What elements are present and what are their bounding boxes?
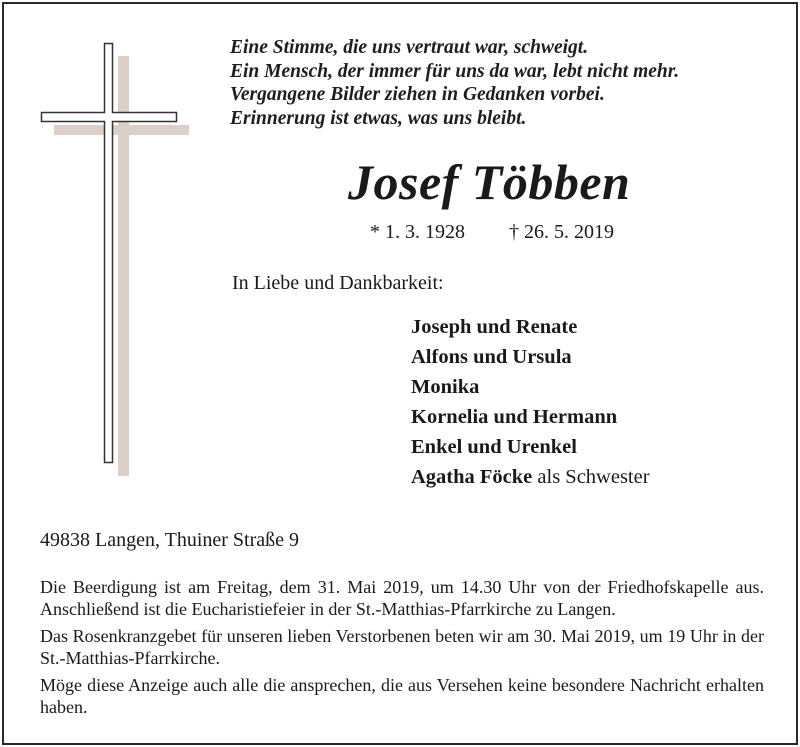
mourners-intro: In Liebe und Dankbarkeit: — [232, 272, 444, 294]
mourner-entry — [411, 312, 650, 342]
mourners-list — [411, 312, 650, 492]
mourner-entry — [411, 402, 650, 432]
poem-line: Vergangene Bilder ziehen in Gedanken vorbei. — [230, 84, 605, 105]
mourner-relation: als Schwester — [532, 466, 650, 488]
mourner-name: Kornelia und Hermann — [411, 406, 618, 428]
closing-notice: Möge diese Anzeige auch alle die ansprechen, die aus Versehen keine besondere Nachricht erhalten haben. — [40, 675, 764, 717]
poem-line: Eine Stimme, die uns vertraut war, schweigt. — [230, 37, 589, 58]
mourner-name: Alfons und Ursula — [411, 346, 572, 368]
funeral-notices — [40, 576, 764, 723]
mourner-name: Agatha Föcke — [411, 466, 533, 488]
mourner-entry — [411, 462, 650, 492]
mourner-name: Monika — [411, 376, 480, 398]
rosary-notice: Das Rosenkranzgebet für unseren lieben Verstorbenen beten wir am 30. Mai 2019, um 19 Uhr in der St.-Matthias-Pfarrkirche. — [40, 626, 764, 668]
mourner-entry — [411, 372, 650, 402]
family-address: 49838 Langen, Thuiner Straße 9 — [40, 529, 300, 551]
mourner-entry — [411, 432, 650, 462]
poem-line: Erinnerung ist etwas, was uns bleibt. — [230, 107, 527, 129]
deceased-name: Josef Többen — [348, 154, 631, 210]
birth-date: * 1. 3. 1928 — [370, 221, 465, 243]
memorial-poem — [230, 36, 679, 130]
funeral-notice: Die Beerdigung ist am Freitag, dem 31. Mai 2019, um 14.30 Uhr von der Friedhofskapelle aus. Anschließend ist die Eucharistiefeier in der St.-Matthias-Pfarrkirche zu Langen. — [40, 577, 764, 619]
mourner-entry — [411, 342, 650, 372]
death-date: † 26. 5. 2019 — [509, 221, 614, 243]
mourner-name: Enkel und Urenkel — [411, 436, 577, 458]
mourner-name: Joseph und Renate — [411, 316, 578, 338]
poem-line: Ein Mensch, der immer für uns da war, lebt nicht mehr. — [230, 60, 680, 82]
